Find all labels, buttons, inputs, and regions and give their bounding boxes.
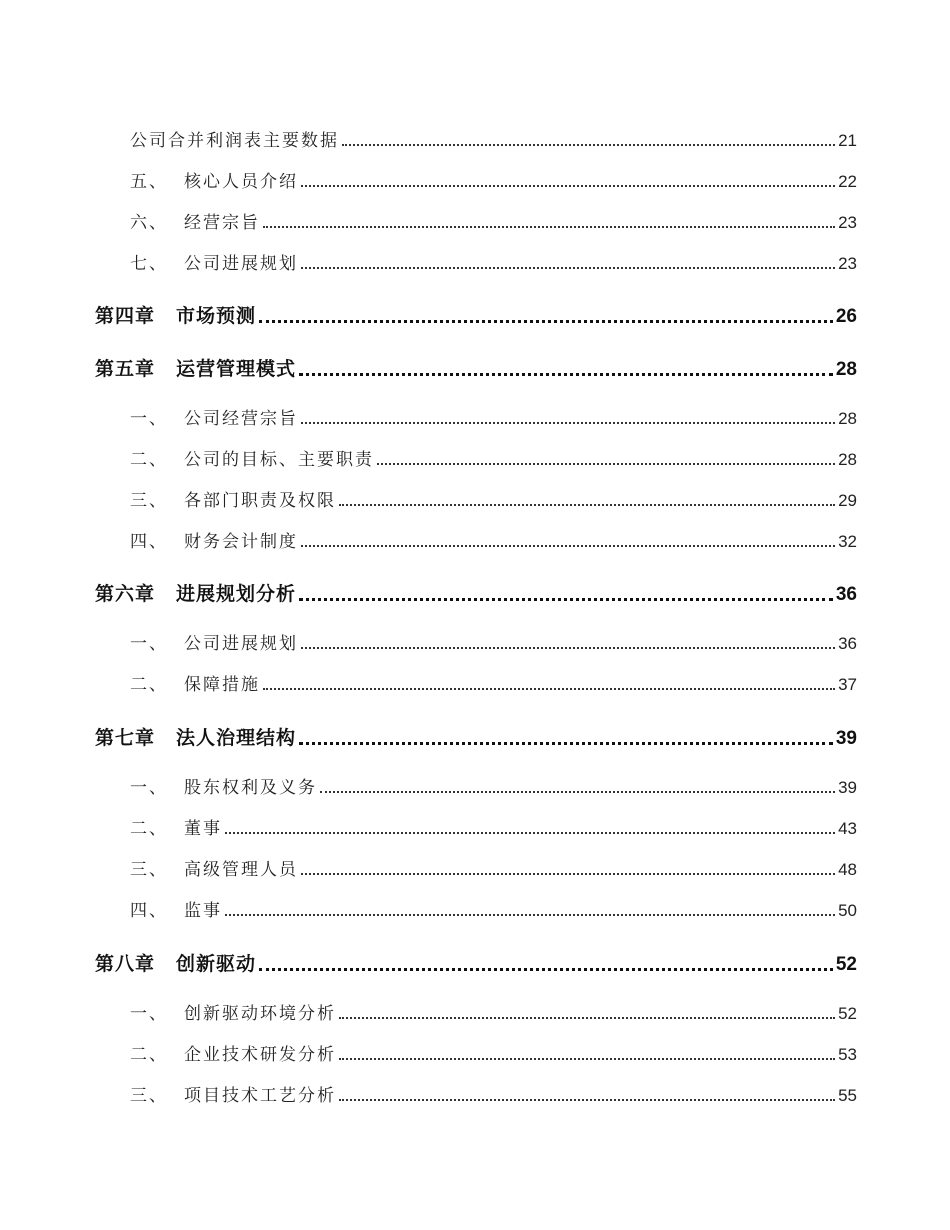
toc-dot-leader	[225, 832, 835, 834]
toc-entry-title: 法人治理结构	[176, 727, 297, 749]
toc-section-row[interactable]	[130, 813, 857, 839]
toc-page-number: 36	[838, 634, 857, 653]
toc-entry-title: 创新驱动	[176, 953, 257, 975]
toc-entry-title: 企业技术研发分析	[184, 1045, 336, 1065]
toc-page-number: 48	[838, 860, 857, 879]
toc-section-row[interactable]	[130, 669, 857, 695]
toc-page-number: 32	[838, 532, 857, 551]
toc-page-number: 28	[838, 450, 857, 469]
toc-section-row[interactable]	[130, 444, 857, 470]
toc-entry-title: 董事	[184, 819, 222, 839]
toc-dot-leader	[299, 598, 833, 601]
toc-entry-number: 二、	[130, 1045, 168, 1065]
toc-chapter-row[interactable]	[95, 351, 857, 381]
toc-section-row[interactable]	[130, 526, 857, 552]
toc-page-number: 36	[835, 584, 857, 605]
toc-section-row[interactable]	[130, 485, 857, 511]
toc-entry-number: 二、	[130, 450, 168, 470]
toc-section-row[interactable]	[130, 403, 857, 429]
toc-dot-leader	[225, 914, 835, 916]
toc-entry-title: 公司经营宗旨	[184, 409, 298, 429]
toc-dot-leader	[342, 144, 835, 146]
toc-page-number: 50	[838, 901, 857, 920]
toc-entry-number: 一、	[130, 409, 168, 429]
toc-entry-title: 公司进展规划	[184, 634, 298, 654]
toc-page-number: 52	[838, 1004, 857, 1023]
toc-dot-leader	[263, 226, 835, 228]
toc-entry-title: 公司进展规划	[184, 254, 298, 274]
toc-section-row[interactable]	[130, 628, 857, 654]
toc-chapter-row[interactable]	[95, 298, 857, 328]
toc-entry-number: 七、	[130, 254, 168, 274]
toc-entry-number: 一、	[130, 1004, 168, 1024]
toc-dot-leader	[263, 688, 835, 690]
toc-page-number: 22	[838, 172, 857, 191]
toc-section-row[interactable]	[130, 207, 857, 233]
toc-entry-number: 三、	[130, 860, 168, 880]
toc-page-number: 28	[835, 359, 857, 380]
toc-entry-number: 第五章	[95, 358, 156, 380]
toc-chapter-row[interactable]	[95, 720, 857, 750]
toc-dot-leader	[320, 791, 835, 793]
toc-entry-number: 四、	[130, 901, 168, 921]
toc-section-row[interactable]	[130, 1080, 857, 1106]
toc-entry-title: 项目技术工艺分析	[184, 1086, 336, 1106]
toc-entry-title: 财务会计制度	[184, 532, 298, 552]
toc-dot-leader	[339, 1017, 835, 1019]
toc-entry-title: 高级管理人员	[184, 860, 298, 880]
toc-dot-leader	[301, 647, 835, 649]
toc-dot-leader	[339, 1099, 835, 1101]
toc-page-number: 21	[838, 131, 857, 150]
toc-dot-leader	[301, 267, 835, 269]
toc-dot-leader	[301, 873, 835, 875]
toc-dot-leader	[301, 545, 835, 547]
toc-dot-leader	[259, 968, 833, 971]
toc-entry-title: 经营宗旨	[184, 213, 260, 233]
toc-section-row[interactable]	[130, 1039, 857, 1065]
toc-dot-leader	[259, 320, 833, 323]
toc-entry-number: 五、	[130, 172, 168, 192]
toc-entry-number: 二、	[130, 675, 168, 695]
toc-entry-number: 一、	[130, 634, 168, 654]
toc-page-number: 37	[838, 675, 857, 694]
toc-entry-title: 进展规划分析	[176, 583, 297, 605]
toc-page-number: 28	[838, 409, 857, 428]
toc-dot-leader	[299, 373, 833, 376]
toc-page-number: 43	[838, 819, 857, 838]
toc-page-number: 52	[835, 954, 857, 975]
toc-entry-title: 保障措施	[184, 675, 260, 695]
toc-section-row[interactable]	[130, 166, 857, 192]
toc-page-number: 39	[835, 728, 857, 749]
toc-page-number: 55	[838, 1086, 857, 1105]
toc-page-number: 29	[838, 491, 857, 510]
toc-section-row[interactable]	[130, 854, 857, 880]
toc-entry-number: 第八章	[95, 953, 156, 975]
toc-entry-title: 市场预测	[176, 305, 257, 327]
toc-page-number: 39	[838, 778, 857, 797]
toc-page-number: 26	[835, 306, 857, 327]
toc-entry-number: 第四章	[95, 305, 156, 327]
toc-dot-leader	[339, 504, 835, 506]
toc-chapter-row[interactable]	[95, 576, 857, 606]
toc-entry-title: 公司的目标、主要职责	[184, 450, 374, 470]
toc-section-row[interactable]	[130, 772, 857, 798]
toc-chapter-row[interactable]	[95, 946, 857, 976]
toc-dot-leader	[299, 742, 833, 745]
toc-page-number: 23	[838, 213, 857, 232]
toc-entry-number: 三、	[130, 1086, 168, 1106]
toc-entry-title: 运营管理模式	[176, 358, 297, 380]
toc-page-number: 23	[838, 254, 857, 273]
toc-entry-number: 六、	[130, 213, 168, 233]
toc-dot-leader	[301, 185, 835, 187]
toc-entry-title: 核心人员介绍	[184, 172, 298, 192]
toc-entry-number: 三、	[130, 491, 168, 511]
toc-section-row[interactable]	[130, 248, 857, 274]
toc-entry-title: 股东权利及义务	[184, 778, 317, 798]
toc-dot-leader	[339, 1058, 835, 1060]
toc-entry-number: 第七章	[95, 727, 156, 749]
toc-dot-leader	[377, 463, 835, 465]
toc-entry-title: 监事	[184, 901, 222, 921]
toc-entry-title: 创新驱动环境分析	[184, 1004, 336, 1024]
toc-entry-number: 一、	[130, 778, 168, 798]
toc-entry-title: 公司合并利润表主要数据	[130, 131, 339, 151]
toc-entry-number: 二、	[130, 819, 168, 839]
toc-entry-title: 各部门职责及权限	[184, 491, 336, 511]
toc-entry-number: 第六章	[95, 583, 156, 605]
toc-page-number: 53	[838, 1045, 857, 1064]
toc-section-row[interactable]	[130, 895, 857, 921]
toc-dot-leader	[301, 422, 835, 424]
toc-section-row[interactable]	[130, 998, 857, 1024]
toc-entry-number: 四、	[130, 532, 168, 552]
toc-section-row[interactable]	[130, 125, 857, 151]
